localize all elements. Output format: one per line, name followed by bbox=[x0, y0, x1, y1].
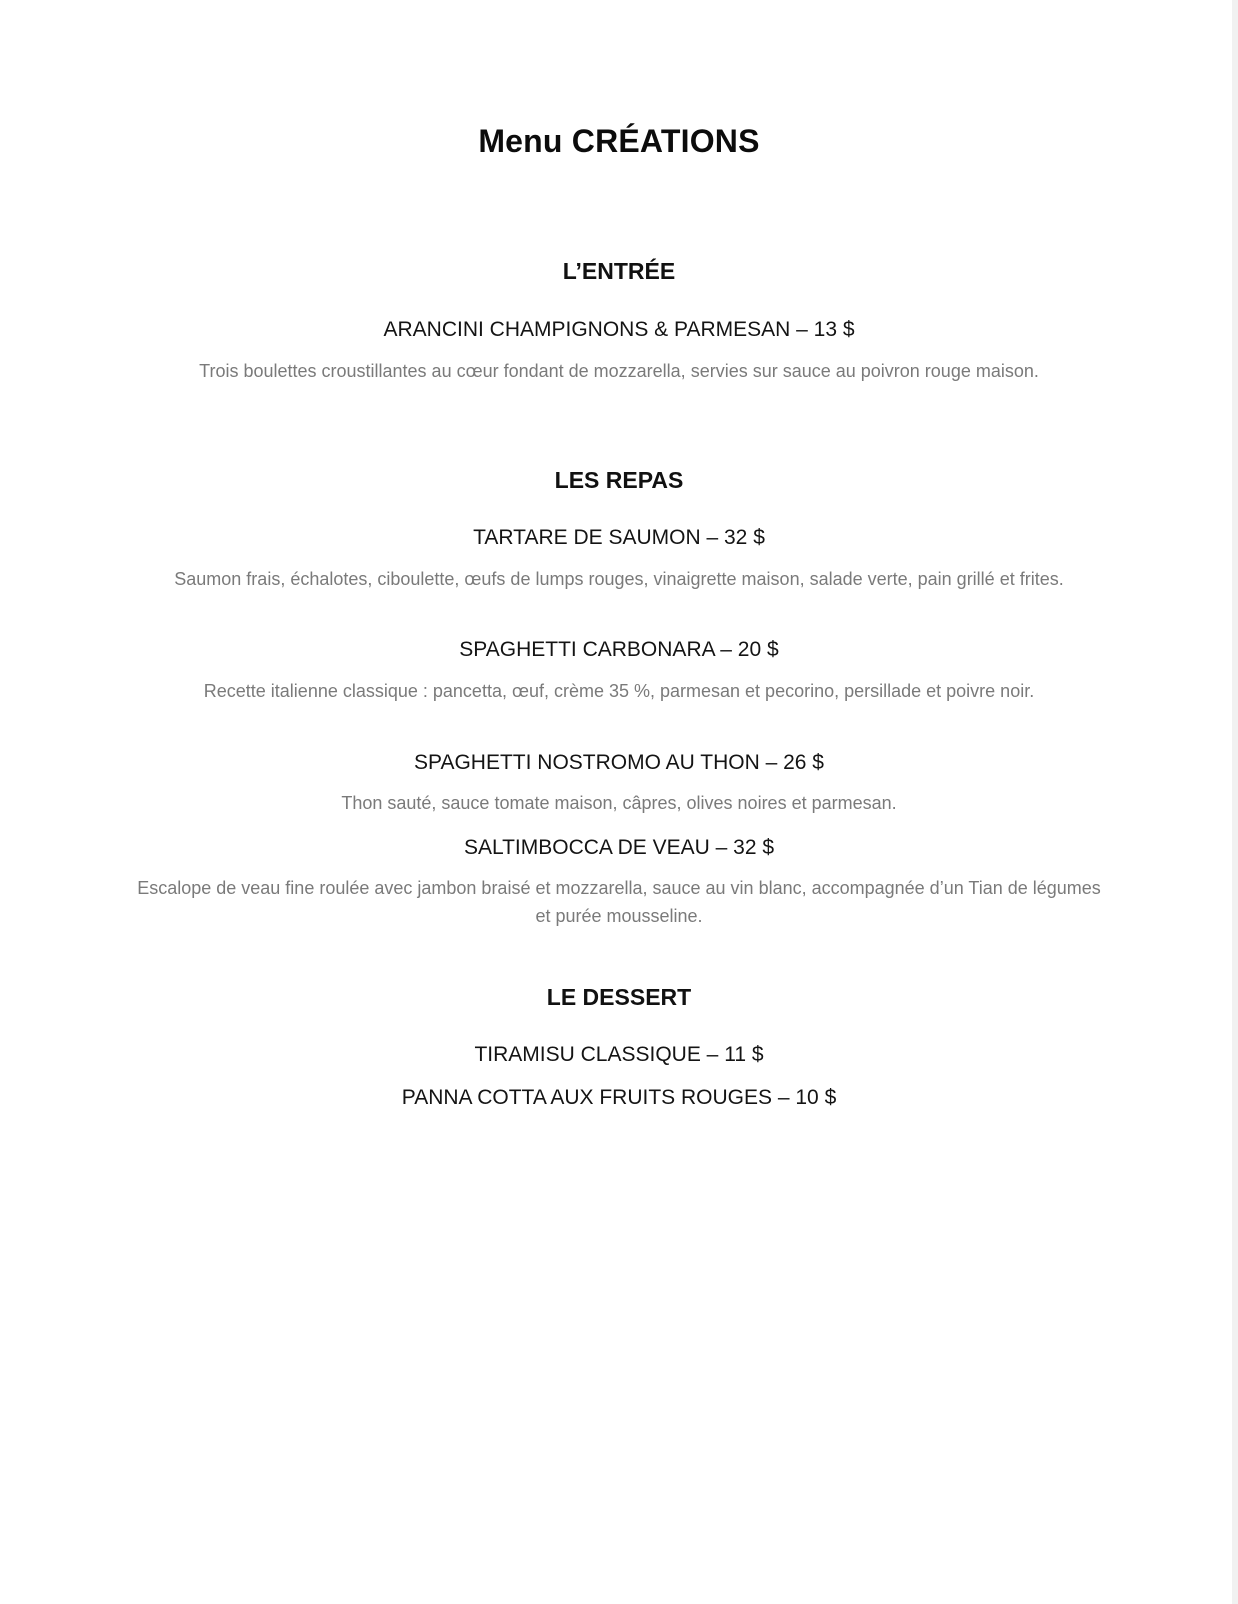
menu-item-description: Trois boulettes croustillantes au cœur fondant de mozzarella, servies sur sauce au poivron rouge maison. bbox=[199, 361, 1039, 381]
menu-item-description: Recette italienne classique : pancetta, œuf, crème 35 %, parmesan et pecorino, persillade et poivre noir. bbox=[203, 681, 1035, 701]
menu-item-description: Thon sauté, sauce tomate maison, câpres, olives noires et parmesan. bbox=[341, 793, 897, 813]
page-edge-shadow bbox=[1232, 0, 1238, 1604]
menu-item-name: SPAGHETTI CARBONARA – 20 $ bbox=[459, 638, 779, 661]
menu-item-description: Saumon frais, échalotes, ciboulette, œufs de lumps rouges, vinaigrette maison, salade verte, pain grillé et frites. bbox=[174, 569, 1064, 589]
menu-item-name: PANNA COTTA AUX FRUITS ROUGES – 10 $ bbox=[401, 1086, 837, 1109]
menu-item-name: TIRAMISU CLASSIQUE – 11 $ bbox=[474, 1043, 764, 1066]
menu-item-name: TARTARE DE SAUMON – 32 $ bbox=[473, 526, 765, 549]
section-heading-repas: LES REPAS bbox=[554, 467, 684, 493]
menu-item-description: Escalope de veau fine roulée avec jambon braisé et mozzarella, sauce au vin blanc, accompagnée d’un Tian de légumes et purée mousseline. bbox=[137, 878, 1101, 926]
page-title: Menu CRÉATIONS bbox=[478, 123, 760, 159]
section-heading-dessert: LE DESSERT bbox=[546, 984, 692, 1010]
menu-item-name: SALTIMBOCCA DE VEAU – 32 $ bbox=[463, 836, 775, 859]
menu-item-name: SPAGHETTI NOSTROMO AU THON – 26 $ bbox=[414, 751, 824, 774]
section-heading-entree: L’ENTRÉE bbox=[562, 258, 676, 284]
menu-item-name: ARANCINI CHAMPIGNONS & PARMESAN – 13 $ bbox=[383, 318, 855, 341]
